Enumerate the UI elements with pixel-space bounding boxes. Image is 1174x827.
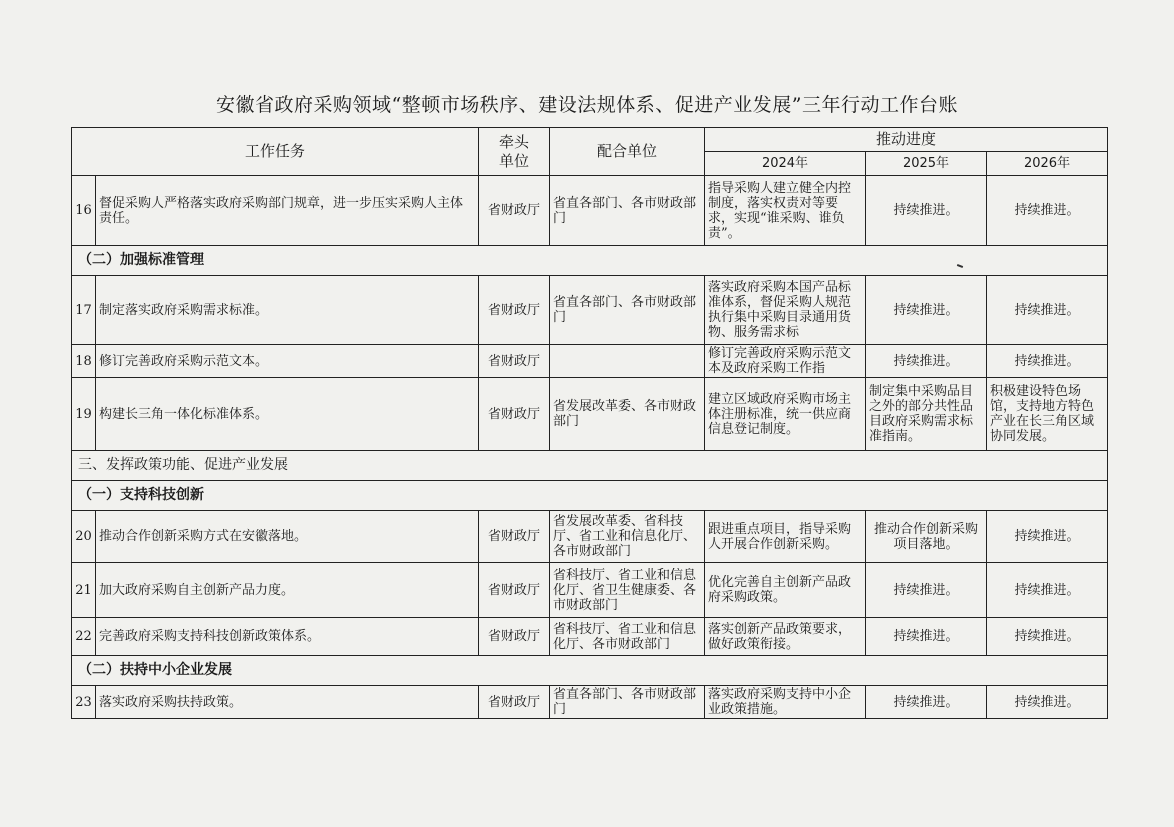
row-progress-2026: 持续推进。 bbox=[987, 345, 1108, 378]
table-row bbox=[72, 618, 1108, 656]
row-progress-2026: 持续推进。 bbox=[987, 276, 1108, 345]
table-row bbox=[72, 276, 1108, 345]
section-heading: （二）扶持中小企业发展 bbox=[72, 656, 1108, 686]
table-row bbox=[72, 686, 1108, 719]
row-progress-2025: 制定集中采购品目之外的部分共性品目政府采购需求标准指南。 bbox=[866, 378, 987, 451]
header-progress: 推动进度 bbox=[705, 128, 1108, 152]
row-lead: 省财政厅 bbox=[479, 176, 550, 246]
table-row bbox=[72, 563, 1108, 618]
work-ledger-table bbox=[71, 127, 1108, 719]
row-number: 23 bbox=[72, 686, 96, 719]
row-lead: 省财政厅 bbox=[479, 276, 550, 345]
header-task: 工作任务 bbox=[72, 128, 479, 176]
table-row bbox=[72, 511, 1108, 563]
row-progress-2026: 积极建设特色场馆，支持地方特色产业在长三角区域协同发展。 bbox=[987, 378, 1108, 451]
section-heading: （二）加强标准管理 bbox=[72, 246, 1108, 276]
row-number: 19 bbox=[72, 378, 96, 451]
row-progress-2025: 持续推进。 bbox=[866, 176, 987, 246]
row-number: 20 bbox=[72, 511, 96, 563]
row-task: 推动合作创新采购方式在安徽落地。 bbox=[96, 511, 479, 563]
row-coop: 省直各部门、各市财政部门 bbox=[550, 276, 705, 345]
row-lead: 省财政厅 bbox=[479, 345, 550, 378]
row-lead: 省财政厅 bbox=[479, 618, 550, 656]
row-progress-2025: 持续推进。 bbox=[866, 563, 987, 618]
row-progress-2026: 持续推进。 bbox=[987, 176, 1108, 246]
row-lead: 省财政厅 bbox=[479, 378, 550, 451]
row-progress-2025: 持续推进。 bbox=[866, 276, 987, 345]
row-coop: 省发展改革委、省科技厅、省工业和信息化厅、各市财政部门 bbox=[550, 511, 705, 563]
row-lead: 省财政厅 bbox=[479, 686, 550, 719]
table-row bbox=[72, 176, 1108, 246]
row-lead: 省财政厅 bbox=[479, 563, 550, 618]
row-task: 构建长三角一体化标准体系。 bbox=[96, 378, 479, 451]
row-number: 18 bbox=[72, 345, 96, 378]
header-coop: 配合单位 bbox=[550, 128, 705, 176]
row-number: 16 bbox=[72, 176, 96, 246]
row-task: 落实政府采购扶持政策。 bbox=[96, 686, 479, 719]
page-title: 安徽省政府采购领域“整顿市场秩序、建设法规体系、促进产业发展”三年行动工作台账 bbox=[216, 94, 958, 116]
row-number: 17 bbox=[72, 276, 96, 345]
row-task: 修订完善政府采购示范文本。 bbox=[96, 345, 479, 378]
section-row bbox=[72, 656, 1108, 686]
row-progress-2026: 持续推进。 bbox=[987, 618, 1108, 656]
row-task: 完善政府采购支持科技创新政策体系。 bbox=[96, 618, 479, 656]
row-lead: 省财政厅 bbox=[479, 511, 550, 563]
row-progress-2026: 持续推进。 bbox=[987, 686, 1108, 719]
row-progress-2024: 落实创新产品政策要求，做好政策衔接。 bbox=[705, 618, 866, 656]
row-progress-2025: 持续推进。 bbox=[866, 618, 987, 656]
row-coop: 省直各部门、各市财政部门 bbox=[550, 176, 705, 246]
section-row bbox=[72, 246, 1108, 276]
row-progress-2026: 持续推进。 bbox=[987, 511, 1108, 563]
section-heading: 三、发挥政策功能、促进产业发展 bbox=[72, 451, 1108, 481]
row-progress-2024: 建立区域政府采购市场主体注册标准，统一供应商信息登记制度。 bbox=[705, 378, 866, 451]
row-number: 22 bbox=[72, 618, 96, 656]
table-row bbox=[72, 378, 1108, 451]
row-coop bbox=[550, 345, 705, 378]
row-progress-2024: 落实政府采购支持中小企业政策措施。 bbox=[705, 686, 866, 719]
table-row bbox=[72, 345, 1108, 378]
row-coop: 省科技厅、省工业和信息化厅、省卫生健康委、各市财政部门 bbox=[550, 563, 705, 618]
row-progress-2024: 落实政府采购本国产品标准体系，督促采购人规范执行集中采购目录通用货物、服务需求标 bbox=[705, 276, 866, 345]
row-progress-2026: 持续推进。 bbox=[987, 563, 1108, 618]
row-coop: 省直各部门、各市财政部门 bbox=[550, 686, 705, 719]
row-coop: 省发展改革委、各市财政部门 bbox=[550, 378, 705, 451]
header-lead: 牵头单位 bbox=[479, 128, 550, 176]
row-task: 督促采购人严格落实政府采购部门规章，进一步压实采购人主体责任。 bbox=[96, 176, 479, 246]
row-progress-2024: 优化完善自主创新产品政府采购政策。 bbox=[705, 563, 866, 618]
row-task: 加大政府采购自主创新产品力度。 bbox=[96, 563, 479, 618]
row-number: 21 bbox=[72, 563, 96, 618]
header-2026: 2026年 bbox=[987, 152, 1108, 176]
row-progress-2024: 跟进重点项目，指导采购人开展合作创新采购。 bbox=[705, 511, 866, 563]
header-row-1 bbox=[72, 128, 1108, 152]
row-coop: 省科技厅、省工业和信息化厅、各市财政部门 bbox=[550, 618, 705, 656]
section-row bbox=[72, 481, 1108, 511]
header-2025: 2025年 bbox=[866, 152, 987, 176]
header-2024: 2024年 bbox=[705, 152, 866, 176]
row-progress-2025: 推动合作创新采购项目落地。 bbox=[866, 511, 987, 563]
section-heading: （一）支持科技创新 bbox=[72, 481, 1108, 511]
row-progress-2025: 持续推进。 bbox=[866, 686, 987, 719]
row-task: 制定落实政府采购需求标准。 bbox=[96, 276, 479, 345]
row-progress-2025: 持续推进。 bbox=[866, 345, 987, 378]
row-progress-2024: 修订完善政府采购示范文本及政府采购工作指 bbox=[705, 345, 866, 378]
section-row bbox=[72, 451, 1108, 481]
row-progress-2024: 指导采购人建立健全内控制度，落实权责对等要求，实现“谁采购、谁负责”。 bbox=[705, 176, 866, 246]
